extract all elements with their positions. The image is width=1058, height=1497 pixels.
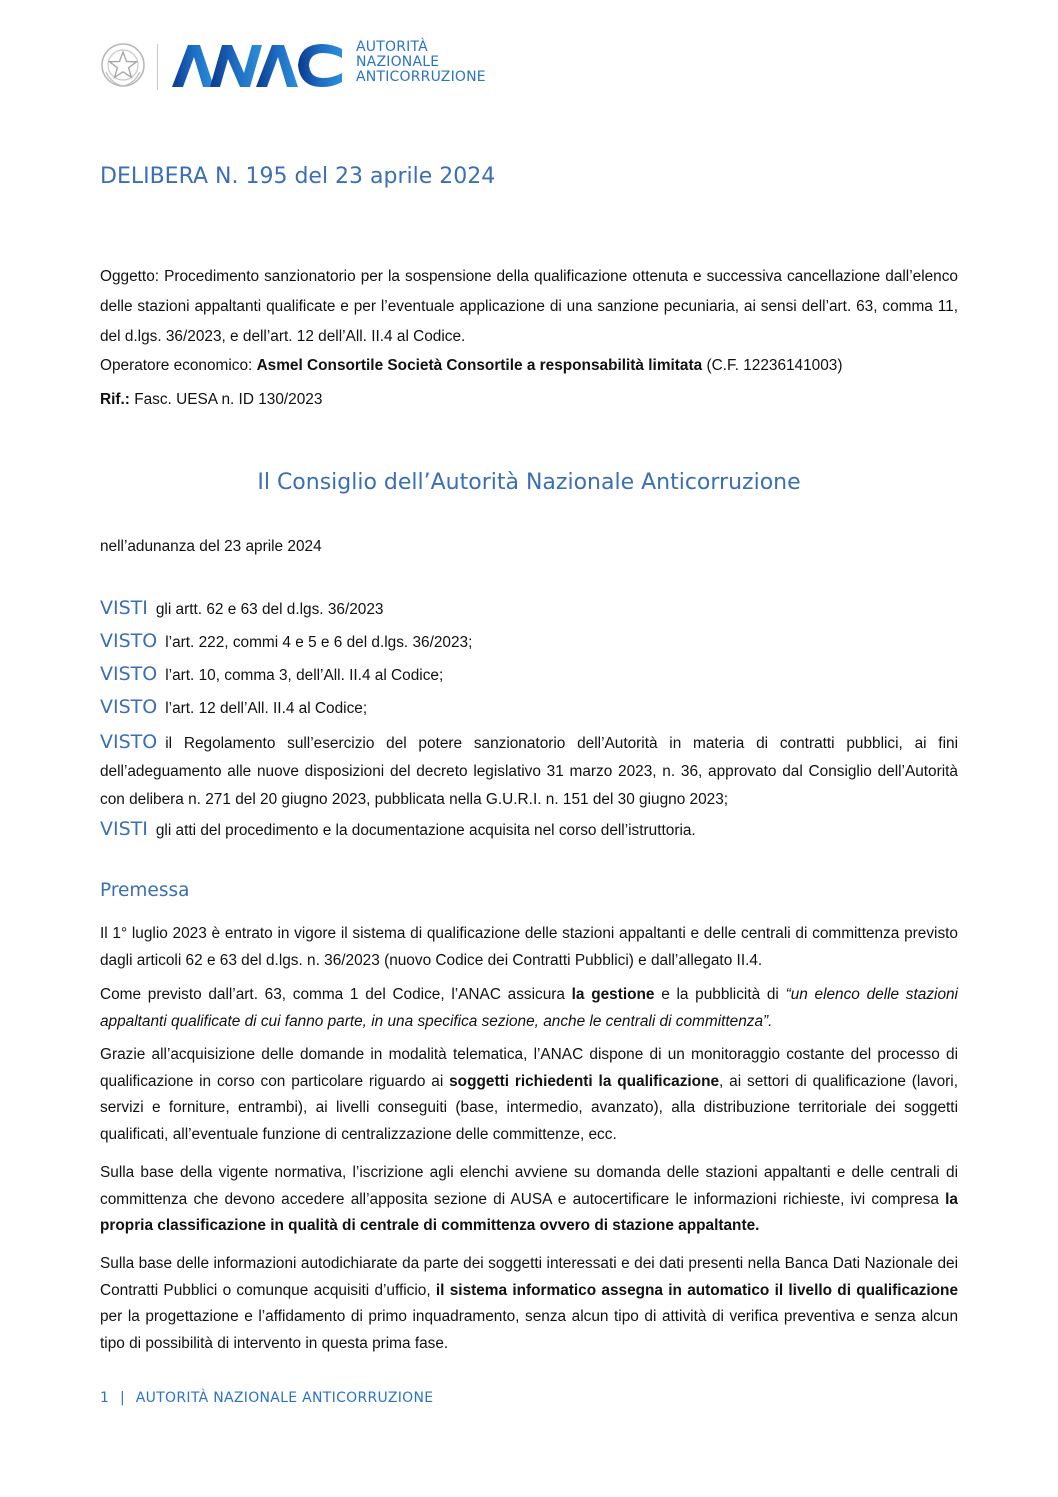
- page-number: 1: [100, 1390, 110, 1406]
- text-run: Sulla base delle informazioni autodichiarate da parte dei soggetti interessati e dei dati presenti nella Banca Dati Nazionale dei Contratti Pubblici o comunque acquisiti d’ufficio,: [100, 1255, 958, 1299]
- oggetto-paragraph: Oggetto: Procedimento sanzionatorio per la sospensione della qualificazione ottenuta e successiva cancellazione dall’elenco delle stazioni appaltanti qualificate e per l’eventuale applicazione di una sanzione pecuniaria, ai sensi dell’art. 63, comma 11, del d.lgs. 36/2023, e dell’art. 12 dell’All. II.4 al Codice.: [100, 268, 958, 345]
- footer-text: AUTORITÀ NAZIONALE ANTICORRUZIONE: [135, 1390, 434, 1406]
- document-title: DELIBERA N. 195 del 23 aprile 2024: [100, 164, 496, 189]
- visto-keyword: VISTO: [100, 630, 158, 652]
- rif-line: [100, 388, 322, 412]
- visto-text: gli atti del procedimento e la documentazione acquisita nel corso dell’istruttoria.: [155, 822, 696, 839]
- rif-label: Rif.:: [100, 391, 130, 408]
- premessa-heading: Premessa: [100, 880, 190, 901]
- visto-keyword: VISTO: [100, 663, 158, 685]
- visto-item: [100, 662, 443, 688]
- visto-keyword: VISTO: [100, 731, 158, 753]
- premessa-paragraph-4: [100, 1160, 958, 1240]
- visto-text: l’art. 12 dell’All. II.4 al Codice;: [165, 700, 368, 717]
- text-run-italic: “un elenco delle stazioni appaltanti qualificate di cui fanno parte, in una specifica sezione, anche le centrali di committenza”.: [100, 986, 958, 1030]
- anac-logo-mark: [170, 43, 345, 88]
- visto-item-regolamento: [100, 728, 958, 814]
- operatore-name: Asmel Consortile Società Consortile a responsabilità limitata: [256, 357, 703, 374]
- visto-keyword: VISTO: [100, 696, 158, 718]
- rif-text: Fasc. UESA n. ID 130/2023: [134, 391, 323, 408]
- visto-item: [100, 629, 472, 655]
- visto-keyword: VISTI: [100, 597, 148, 619]
- header-divider: [157, 44, 158, 90]
- page-footer: [100, 1390, 433, 1406]
- visto-item: [100, 695, 367, 721]
- text-run: per la progettazione e l’affidamento di primo inquadramento, senza alcun tipo di attività di verifica preventiva e senza alcun tipo di possibilità di intervento in questa prima fase.: [100, 1308, 958, 1352]
- visto-item: [100, 596, 383, 622]
- text-run: Come previsto dall’art. 63, comma 1 del Codice, l’ANAC assicura: [100, 986, 572, 1003]
- visto-text: l’art. 222, commi 4 e 5 e 6 del d.lgs. 36/2023;: [165, 634, 473, 651]
- text-run-bold: la propria classificazione in qualità di centrale di committenza ovvero di stazione appaltante.: [100, 1190, 958, 1234]
- visto-item: [100, 817, 696, 843]
- text-run-bold: soggetti richiedenti la qualificazione: [449, 1072, 720, 1090]
- premessa-paragraph-1: Il 1° luglio 2023 è entrato in vigore il sistema di qualificazione delle stazioni appaltanti e delle centrali di committenza previsto dagli articoli 62 e 63 del d.lgs. n. 36/2023 (nuovo Codice dei Contratti Pubblici) e dall’allegato II.4.: [100, 925, 958, 969]
- premessa-paragraph-5: [100, 1251, 958, 1357]
- premessa-paragraph-3: [100, 1042, 958, 1148]
- operatore-label: Operatore economico:: [100, 357, 253, 374]
- italian-republic-emblem-icon: [98, 40, 148, 90]
- text-run: Sulla base della vigente normativa, l’iscrizione agli elenchi avviene su domanda delle stazioni appaltanti e delle centrali di committenza che devono accedere all’apposita sezione di AUSA e autocertificare le informazioni richieste, ivi compresa: [100, 1164, 958, 1208]
- logo-line-3: ANTICORRUZIONE: [356, 69, 486, 85]
- logo-line-1: AUTORITÀ: [356, 39, 428, 55]
- text-run-bold: il sistema informatico assegna in automatico il livello di qualificazione: [435, 1281, 959, 1299]
- text-run: e la pubblicità di: [654, 986, 786, 1003]
- council-heading: Il Consiglio dell’Autorità Nazionale Anticorruzione: [257, 470, 801, 495]
- operatore-line: [100, 354, 842, 378]
- logo-line-2: NAZIONALE: [356, 54, 440, 70]
- visto-text: l’art. 10, comma 3, dell’All. II.4 al Codice;: [165, 667, 444, 684]
- visto-text: gli artt. 62 e 63 del d.lgs. 36/2023: [155, 601, 384, 618]
- adunanza-line: nell’adunanza del 23 aprile 2024: [100, 538, 322, 555]
- anac-logo-text: [356, 40, 526, 85]
- footer-separator: |: [119, 1390, 126, 1406]
- text-run-bold: la gestione: [571, 986, 655, 1003]
- operatore-cf: (C.F. 12236141003): [706, 357, 843, 374]
- premessa-paragraph-2: [100, 982, 958, 1035]
- text-run: , ai settori di qualificazione (lavori, servizi e forniture, entrambi), ai livelli conseguiti (base, intermedio, avanzato), alla distribuzione territoriale dei soggetti qualificati, all’eventuale funzione di centralizzazione delle committenze, ecc.: [100, 1072, 958, 1143]
- visto-keyword: VISTI: [100, 818, 148, 840]
- text-run: Grazie all’acquisizione delle domande in modalità telematica, l’ANAC dispone di un monitoraggio costante del processo di qualificazione in corso con particolare riguardo ai: [100, 1046, 958, 1090]
- visto-text: il Regolamento sull’esercizio del potere sanzionatorio dell’Autorità in materia di contratti pubblici, ai fini dell’adeguamento alle nuove disposizioni del decreto legislativo 31 marzo 2023, n. 36, approvato dal Consiglio dell’Autorità con delibera n. 271 del 20 giugno 2023, pubblicata nella G.U.R.I. n. 151 del 30 giugno 2023;: [100, 735, 958, 808]
